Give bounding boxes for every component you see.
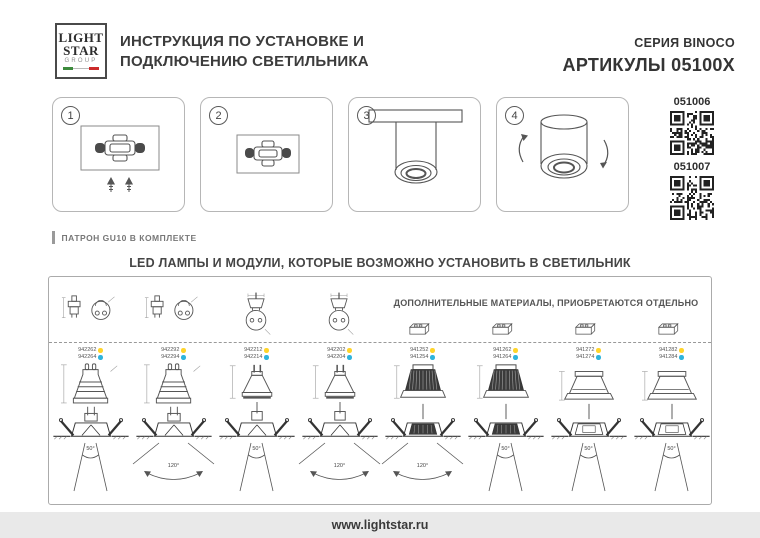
beam-angle-label: 50° bbox=[584, 446, 593, 453]
title-line-1: ИНСТРУКЦИЯ ПО УСТАНОВКЕ И bbox=[120, 33, 365, 50]
article-number: 942212 bbox=[244, 347, 263, 353]
website-url: www.lightstar.ru bbox=[331, 518, 429, 532]
qr-code-bottom bbox=[670, 176, 714, 220]
qr-column bbox=[665, 94, 719, 220]
logo-word-light: LIGHT bbox=[58, 30, 104, 46]
logo-word-group: GROUP bbox=[64, 57, 98, 64]
step-number-1: 1 bbox=[61, 106, 80, 125]
compatible-lamps-box bbox=[48, 276, 712, 505]
mr16-lamp-figure bbox=[300, 362, 380, 442]
led-module-dark-figure bbox=[466, 362, 546, 442]
qr-code-top bbox=[670, 111, 714, 155]
beam-angle-label: 50° bbox=[501, 446, 510, 453]
beam-angle-label: 50° bbox=[252, 446, 261, 453]
lightstar-logo bbox=[55, 23, 107, 79]
article-number: 941272 bbox=[576, 347, 595, 353]
qr-article-051007: 051007 bbox=[673, 161, 711, 173]
cool-color-dot bbox=[181, 355, 186, 360]
article-number: 942264 bbox=[78, 354, 97, 361]
step-panel-2 bbox=[200, 97, 333, 212]
cool-color-dot bbox=[347, 355, 352, 360]
connector-block-icon bbox=[492, 322, 516, 336]
warm-color-dot bbox=[513, 348, 518, 353]
step-panel-4 bbox=[496, 97, 629, 212]
lamp-column-7 bbox=[547, 347, 630, 492]
beam-angle-label: 50° bbox=[667, 446, 676, 453]
led-module-light-figure bbox=[632, 362, 712, 442]
lamp-column-3 bbox=[215, 347, 298, 492]
installation-steps bbox=[52, 97, 629, 212]
warm-color-dot bbox=[264, 348, 269, 353]
beam-angle-label: 120° bbox=[416, 463, 429, 470]
step-number-3: 3 bbox=[357, 106, 376, 125]
lamps-section-heading: LED ЛАМПЫ И МОДУЛИ, КОТОРЫЕ ВОЗМОЖНО УСТАНОВИТЬ В СВЕТИЛЬНИК bbox=[129, 256, 631, 270]
article-number: 942292 bbox=[161, 347, 180, 353]
logo-word-star: STAR bbox=[63, 42, 99, 58]
lamp-columns-grid bbox=[49, 343, 711, 492]
lamp-column-2 bbox=[132, 347, 215, 492]
article-number: 942262 bbox=[78, 347, 97, 353]
cool-color-dot bbox=[98, 355, 103, 360]
article-number: 941284 bbox=[659, 354, 678, 361]
lamp-column-5 bbox=[381, 347, 464, 492]
title-line-2: ПОДКЛЮЧЕНИЮ СВЕТИЛЬНИКА bbox=[120, 52, 369, 70]
article-number: 941254 bbox=[410, 354, 429, 361]
article-number: 942202 bbox=[327, 347, 346, 353]
step-panel-1 bbox=[52, 97, 185, 212]
mr16-socket-icon bbox=[231, 291, 281, 337]
article-number: 942204 bbox=[327, 354, 346, 361]
qr-article-051006: 051006 bbox=[673, 96, 711, 108]
series-label: СЕРИЯ BINOCO bbox=[634, 36, 735, 50]
mount-bracket-with-screws-icon bbox=[53, 98, 186, 213]
article-number: 941262 bbox=[493, 347, 512, 353]
socket-included-note: ПАТРОН GU10 В КОМПЛЕКТЕ bbox=[52, 231, 197, 244]
header-right bbox=[563, 36, 735, 76]
led-module-dark-figure bbox=[383, 362, 463, 442]
beam-angle-label: 50° bbox=[86, 446, 95, 453]
warm-color-dot bbox=[596, 348, 601, 353]
additional-materials-note: ДОПОЛНИТЕЛЬНЫЕ МАТЕРИАЛЫ, ПРИОБРЕТАЮТСЯ ОТДЕЛЬНО bbox=[393, 298, 699, 308]
lamp-column-6 bbox=[464, 347, 547, 492]
lamp-column-8 bbox=[630, 347, 713, 492]
warm-color-dot bbox=[679, 348, 684, 353]
gu10-socket-icon bbox=[144, 293, 202, 335]
connector-block-icon bbox=[575, 322, 599, 336]
cool-color-dot bbox=[430, 355, 435, 360]
warm-color-dot bbox=[430, 348, 435, 353]
beam-angle-label: 120° bbox=[167, 463, 180, 470]
connector-block-icon bbox=[409, 322, 433, 336]
cool-color-dot bbox=[679, 355, 684, 360]
connector-block-icon bbox=[658, 322, 682, 336]
cool-color-dot bbox=[264, 355, 269, 360]
note-accent-bar bbox=[52, 231, 55, 244]
step-number-4: 4 bbox=[505, 106, 524, 125]
warm-color-dot bbox=[98, 348, 103, 353]
lamp-column-1 bbox=[49, 347, 132, 492]
footer-band bbox=[0, 512, 760, 538]
warm-color-dot bbox=[347, 348, 352, 353]
warm-color-dot bbox=[181, 348, 186, 353]
mounted-bracket-icon bbox=[201, 98, 334, 213]
accessories-row bbox=[49, 277, 711, 343]
mr16-lamp-figure bbox=[217, 362, 297, 442]
cool-color-dot bbox=[513, 355, 518, 360]
step-panel-3 bbox=[348, 97, 481, 212]
article-number: 941252 bbox=[410, 347, 429, 353]
beam-angle-label: 120° bbox=[333, 463, 346, 470]
lamp-column-4 bbox=[298, 347, 381, 492]
article-number: 941274 bbox=[576, 354, 595, 361]
article-number: 942214 bbox=[244, 354, 263, 361]
gu10-lamp-figure bbox=[134, 362, 214, 442]
gu10-socket-icon bbox=[61, 293, 119, 335]
articles-label: АРТИКУЛЫ 05100X bbox=[562, 55, 735, 75]
italian-flag-bar bbox=[63, 67, 99, 70]
downlight-cylinder-icon bbox=[349, 98, 482, 213]
article-number: 942294 bbox=[161, 354, 180, 361]
article-number: 941282 bbox=[659, 347, 678, 353]
mr16-socket-icon bbox=[314, 291, 364, 337]
cool-color-dot bbox=[596, 355, 601, 360]
led-module-light-figure bbox=[549, 362, 629, 442]
page-title bbox=[120, 32, 369, 72]
step-number-2: 2 bbox=[209, 106, 228, 125]
gu10-lamp-figure bbox=[51, 362, 131, 442]
article-number: 941264 bbox=[493, 354, 512, 361]
rotation-arrows-cylinder-icon bbox=[497, 98, 630, 213]
